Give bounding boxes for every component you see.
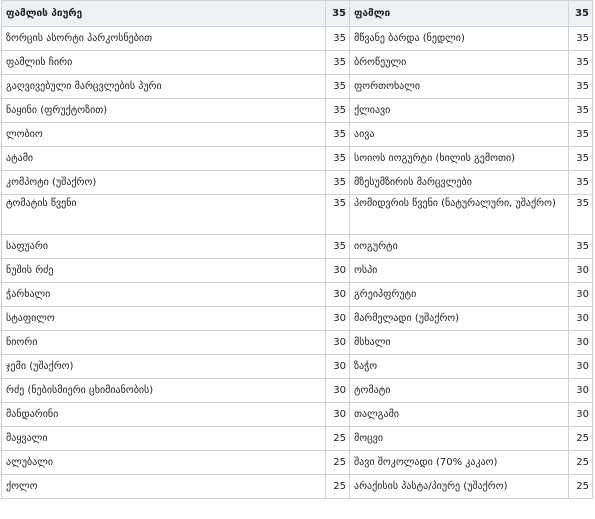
- food-name-left: მაყვალი: [2, 427, 326, 451]
- food-name-right: ბროწეული: [350, 51, 569, 75]
- gi-value-right: 25: [569, 451, 593, 475]
- food-name-right: ოსპი: [350, 259, 569, 283]
- food-name-left: საფუარი: [2, 235, 326, 259]
- gi-value-left: 25: [326, 451, 350, 475]
- gi-value-left: 35: [326, 171, 350, 195]
- gi-value-left: 35: [326, 99, 350, 123]
- gi-value-left: 35: [326, 123, 350, 147]
- food-table-container: [1, 0, 592, 499]
- gi-value-left: 30: [326, 283, 350, 307]
- food-name-right: ფორთოხალი: [350, 75, 569, 99]
- food-name-right: თალგამი: [350, 403, 569, 427]
- food-name-right: ქლიავი: [350, 99, 569, 123]
- food-name-right: შავი შოკოლადი (70% კაკაო): [350, 451, 569, 475]
- gi-value-left: 35: [326, 235, 350, 259]
- food-name-right: გრეიპფრუტი: [350, 283, 569, 307]
- gi-value-right: 35: [569, 235, 593, 259]
- food-name-left: ლობიო: [2, 123, 326, 147]
- food-name-left: ჯემი (უშაქრო): [2, 355, 326, 379]
- food-name-right: მოცვი: [350, 427, 569, 451]
- gi-value-right: 30: [569, 403, 593, 427]
- food-name-left: ატამი: [2, 147, 326, 171]
- header-food-left: ფამლის პიურე: [2, 1, 326, 27]
- table-row: [2, 171, 593, 195]
- food-name-right: მსხალი: [350, 331, 569, 355]
- gi-value-left: 30: [326, 259, 350, 283]
- food-name-right: ტომატი: [350, 379, 569, 403]
- food-name-right: მზესუმზირის მარცვლები: [350, 171, 569, 195]
- header-value-right: 35: [569, 1, 593, 27]
- gi-value-right: 35: [569, 51, 593, 75]
- food-name-left: ნუშის რძე: [2, 259, 326, 283]
- food-name-right: პომიდვრის წვენი (ნატურალური, უშაქრო): [350, 195, 569, 235]
- gi-value-right: 35: [569, 123, 593, 147]
- table-row: [2, 331, 593, 355]
- gi-value-left: 30: [326, 379, 350, 403]
- food-name-right: იოგურტი: [350, 235, 569, 259]
- table-row: [2, 427, 593, 451]
- table-row: [2, 235, 593, 259]
- table-row: [2, 283, 593, 307]
- gi-value-left: 30: [326, 331, 350, 355]
- gi-value-right: 30: [569, 379, 593, 403]
- food-name-left: ჭარხალი: [2, 283, 326, 307]
- gi-value-left: 35: [326, 75, 350, 99]
- table-row: [2, 195, 593, 235]
- food-name-right: მწვანე ბარდა (ნედლი): [350, 27, 569, 51]
- food-name-right: სოიოს იოგურტი (ხილის გემოთი): [350, 147, 569, 171]
- food-name-left: კომპოტი (უშაქრო): [2, 171, 326, 195]
- gi-value-right: 35: [569, 99, 593, 123]
- table-header-row: [2, 1, 593, 27]
- food-name-left: ნაყინი (ფრუქტოზით): [2, 99, 326, 123]
- food-gi-table: [1, 0, 593, 499]
- food-name-left: ფამლის ჩირი: [2, 51, 326, 75]
- table-row: [2, 51, 593, 75]
- gi-value-left: 35: [326, 27, 350, 51]
- gi-value-left: 25: [326, 427, 350, 451]
- gi-value-right: 30: [569, 307, 593, 331]
- gi-value-right: 30: [569, 283, 593, 307]
- table-row: [2, 147, 593, 171]
- gi-value-right: 30: [569, 259, 593, 283]
- table-row: [2, 379, 593, 403]
- header-food-right: ფამლი: [350, 1, 569, 27]
- gi-value-right: 30: [569, 331, 593, 355]
- table-row: [2, 75, 593, 99]
- food-name-left: მანდარინი: [2, 403, 326, 427]
- header-value-left: 35: [326, 1, 350, 27]
- food-name-left: ზორცის ასორტი პარკოსნებით: [2, 27, 326, 51]
- table-row: [2, 27, 593, 51]
- table-row: [2, 307, 593, 331]
- food-name-left: ალუბალი: [2, 451, 326, 475]
- food-name-right: არაქისის პასტა/პიურე (უშაქრო): [350, 475, 569, 499]
- gi-value-left: 30: [326, 355, 350, 379]
- food-name-right: ზაჭო: [350, 355, 569, 379]
- gi-value-left: 30: [326, 403, 350, 427]
- table-row: [2, 259, 593, 283]
- food-name-left: ქოლო: [2, 475, 326, 499]
- food-name-right: აივა: [350, 123, 569, 147]
- food-name-left: ნიორი: [2, 331, 326, 355]
- food-name-right: მარმელადი (უშაქრო): [350, 307, 569, 331]
- gi-value-left: 35: [326, 195, 350, 235]
- gi-value-left: 35: [326, 51, 350, 75]
- food-name-left: გაღვივებული მარცვლების პური: [2, 75, 326, 99]
- gi-value-left: 30: [326, 307, 350, 331]
- table-row: [2, 403, 593, 427]
- table-row: [2, 475, 593, 499]
- gi-value-right: 30: [569, 355, 593, 379]
- gi-value-right: 35: [569, 171, 593, 195]
- table-row: [2, 355, 593, 379]
- table-row: [2, 123, 593, 147]
- food-name-left: ტომატის წვენი: [2, 195, 326, 235]
- gi-value-left: 35: [326, 147, 350, 171]
- gi-value-right: 25: [569, 475, 593, 499]
- gi-value-right: 35: [569, 147, 593, 171]
- gi-value-right: 35: [569, 195, 593, 235]
- food-name-left: სტაფილო: [2, 307, 326, 331]
- gi-value-left: 25: [326, 475, 350, 499]
- food-name-left: რძე (ნებისმიერი ცხიმიანობის): [2, 379, 326, 403]
- gi-value-right: 35: [569, 75, 593, 99]
- table-row: [2, 99, 593, 123]
- gi-value-right: 25: [569, 427, 593, 451]
- table-row: [2, 451, 593, 475]
- gi-value-right: 35: [569, 27, 593, 51]
